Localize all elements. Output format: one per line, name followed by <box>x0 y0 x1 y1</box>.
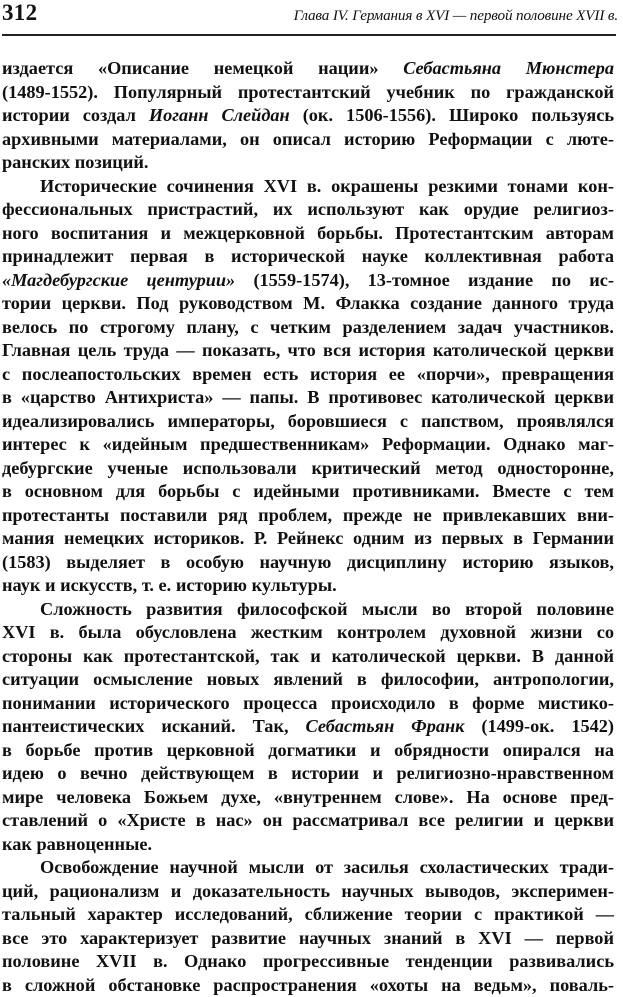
text-segment: тории церкви. Под руководством М. Флакка создание данного труда <box>2 293 614 313</box>
text-segment: все это характеризует развитие научных знаний в XVI — первой <box>2 928 614 948</box>
text-segment: с послеапостольских времен есть история ее «порчи», превращения <box>2 364 614 384</box>
text-line <box>2 316 614 340</box>
text-segment: ранских позиций. <box>2 152 148 172</box>
text-segment: в основном для борьбы с идейными противниками. Вместе с тем <box>2 481 614 501</box>
text-segment: наук и искусств, т. е. историю культуры. <box>2 575 337 595</box>
text-line <box>2 222 614 246</box>
text-line <box>2 692 614 716</box>
text-line <box>2 386 614 410</box>
text-line <box>2 880 614 904</box>
text-segment: фессиональных пристрастий, их используют как орудие религиоз- <box>2 199 614 219</box>
text-line <box>2 339 614 363</box>
text-segment: (1489-1552). Популярный протестантский учебник по гражданской <box>2 82 614 102</box>
text-line <box>2 151 614 175</box>
text-line <box>2 175 614 199</box>
text-segment: половине XVII в. Однако прогрессивные тенденции развивались <box>2 951 614 971</box>
text-line <box>2 927 614 951</box>
text-line <box>2 198 614 222</box>
text-line <box>2 574 614 598</box>
text-line <box>2 433 614 457</box>
italic-name: Себастьян Франк <box>306 716 465 736</box>
text-line <box>2 457 614 481</box>
text-line <box>2 128 614 152</box>
text-segment: Главная цель труда — показать, что вся история католической церкви <box>2 340 614 360</box>
text-segment: в сложной обстановке распространения «охоты на ведьм», поваль- <box>2 975 614 995</box>
text-line <box>2 645 614 669</box>
text-line <box>2 950 614 974</box>
text-line <box>2 104 614 128</box>
text-segment: мания немецких историков. Р. Рейнекс одним из первых в Германии <box>2 528 614 548</box>
text-line <box>2 81 614 105</box>
text-segment: тальный характер исследований, сближение теории с практикой — <box>2 904 614 924</box>
text-segment: ций, рационализм и доказательность научных выводов, эксперимен- <box>2 881 614 901</box>
text-line <box>2 269 614 293</box>
italic-name: Себастьяна Мюнстера <box>403 58 614 78</box>
text-segment: архивными материалами, он описал историю Реформации с люте- <box>2 129 614 149</box>
text-line <box>2 480 614 504</box>
text-line <box>2 715 614 739</box>
text-line <box>2 903 614 927</box>
text-line <box>2 809 614 833</box>
text-segment: ного воспитания и межцерковной борьбы. Протестантским авторам <box>2 223 614 243</box>
text-line <box>2 974 614 997</box>
text-line <box>2 504 614 528</box>
italic-name: Иоганн Слейдан <box>149 105 290 125</box>
text-segment: (1583) выделяет в особую научную дисциплину историю языков, <box>2 552 614 572</box>
text-segment: пантеистических исканий. Так, <box>2 716 306 736</box>
text-segment: идею о вечно действующем в истории и религиозно-нравственном <box>2 763 614 783</box>
text-line <box>2 668 614 692</box>
page-number: 312 <box>2 0 37 26</box>
text-segment: (ок. 1506-1556). Широко пользуясь <box>290 105 614 125</box>
body-text <box>2 57 614 997</box>
text-line <box>2 598 614 622</box>
text-line <box>2 786 614 810</box>
text-segment: принадлежит первая в исторической науке коллективная работа <box>2 246 614 266</box>
text-line <box>2 292 614 316</box>
running-head: Глава IV. Германия в XVI — первой половине XVII в. <box>294 7 618 25</box>
text-segment: ставлений о «Христе в нас» он рассматривал все религии и церкви <box>2 810 614 830</box>
text-segment: Освобождение научной мысли от засилья схоластических тради- <box>40 857 614 877</box>
page-header <box>2 4 618 34</box>
text-segment: как равноценные. <box>2 834 152 854</box>
text-segment: в «царство Антихриста» — папы. В противовес католической церкви <box>2 387 614 407</box>
text-line <box>2 363 614 387</box>
text-segment: Исторические сочинения XVI в. окрашены резкими тонами кон- <box>40 176 614 196</box>
text-segment: истории создал <box>2 105 149 125</box>
italic-name: «Магдебургские центурии» <box>2 270 235 290</box>
text-line <box>2 245 614 269</box>
text-line <box>2 856 614 880</box>
text-segment: дебургские ученые использовали критический метод односторонне, <box>2 458 614 478</box>
text-segment: стороны как протестантской, так и католической церкви. В данной <box>2 646 614 666</box>
text-line <box>2 410 614 434</box>
text-line <box>2 57 614 81</box>
text-line <box>2 833 614 857</box>
text-segment: издается «Описание немецкой нации» <box>2 58 403 78</box>
text-line <box>2 739 614 763</box>
text-segment: идеализировались императоры, боровшиеся с папством, проявлялся <box>2 411 614 431</box>
text-segment: Сложность развития философской мысли во второй половине <box>40 599 614 619</box>
text-line <box>2 551 614 575</box>
text-line <box>2 762 614 786</box>
header-rule <box>2 34 616 36</box>
text-segment: протестанты поставили ряд проблем, прежде не привлекавших вни- <box>2 505 614 525</box>
text-line <box>2 527 614 551</box>
text-segment: (1499-ок. 1542) <box>464 716 614 736</box>
text-segment: велось по строгому плану, с четким разделением задач участников. <box>2 317 614 337</box>
text-segment: интерес к «идейным предшественникам» Реформации. Однако маг- <box>2 434 614 454</box>
text-segment: (1559-1574), 13-томное издание по ис- <box>235 270 614 290</box>
text-segment: ситуации осмысление новых явлений в философии, антропологии, <box>2 669 614 689</box>
text-segment: мире человека Божьем духе, «внутреннем слове». На основе пред- <box>2 787 614 807</box>
text-segment: понимании исторического процесса происходило в форме мистико- <box>2 693 614 713</box>
text-line <box>2 621 614 645</box>
text-segment: в борьбе против церковной догматики и обрядности опирался на <box>2 740 614 760</box>
text-segment: XVI в. была обусловлена жестким контролем духовной жизни со <box>2 622 614 642</box>
